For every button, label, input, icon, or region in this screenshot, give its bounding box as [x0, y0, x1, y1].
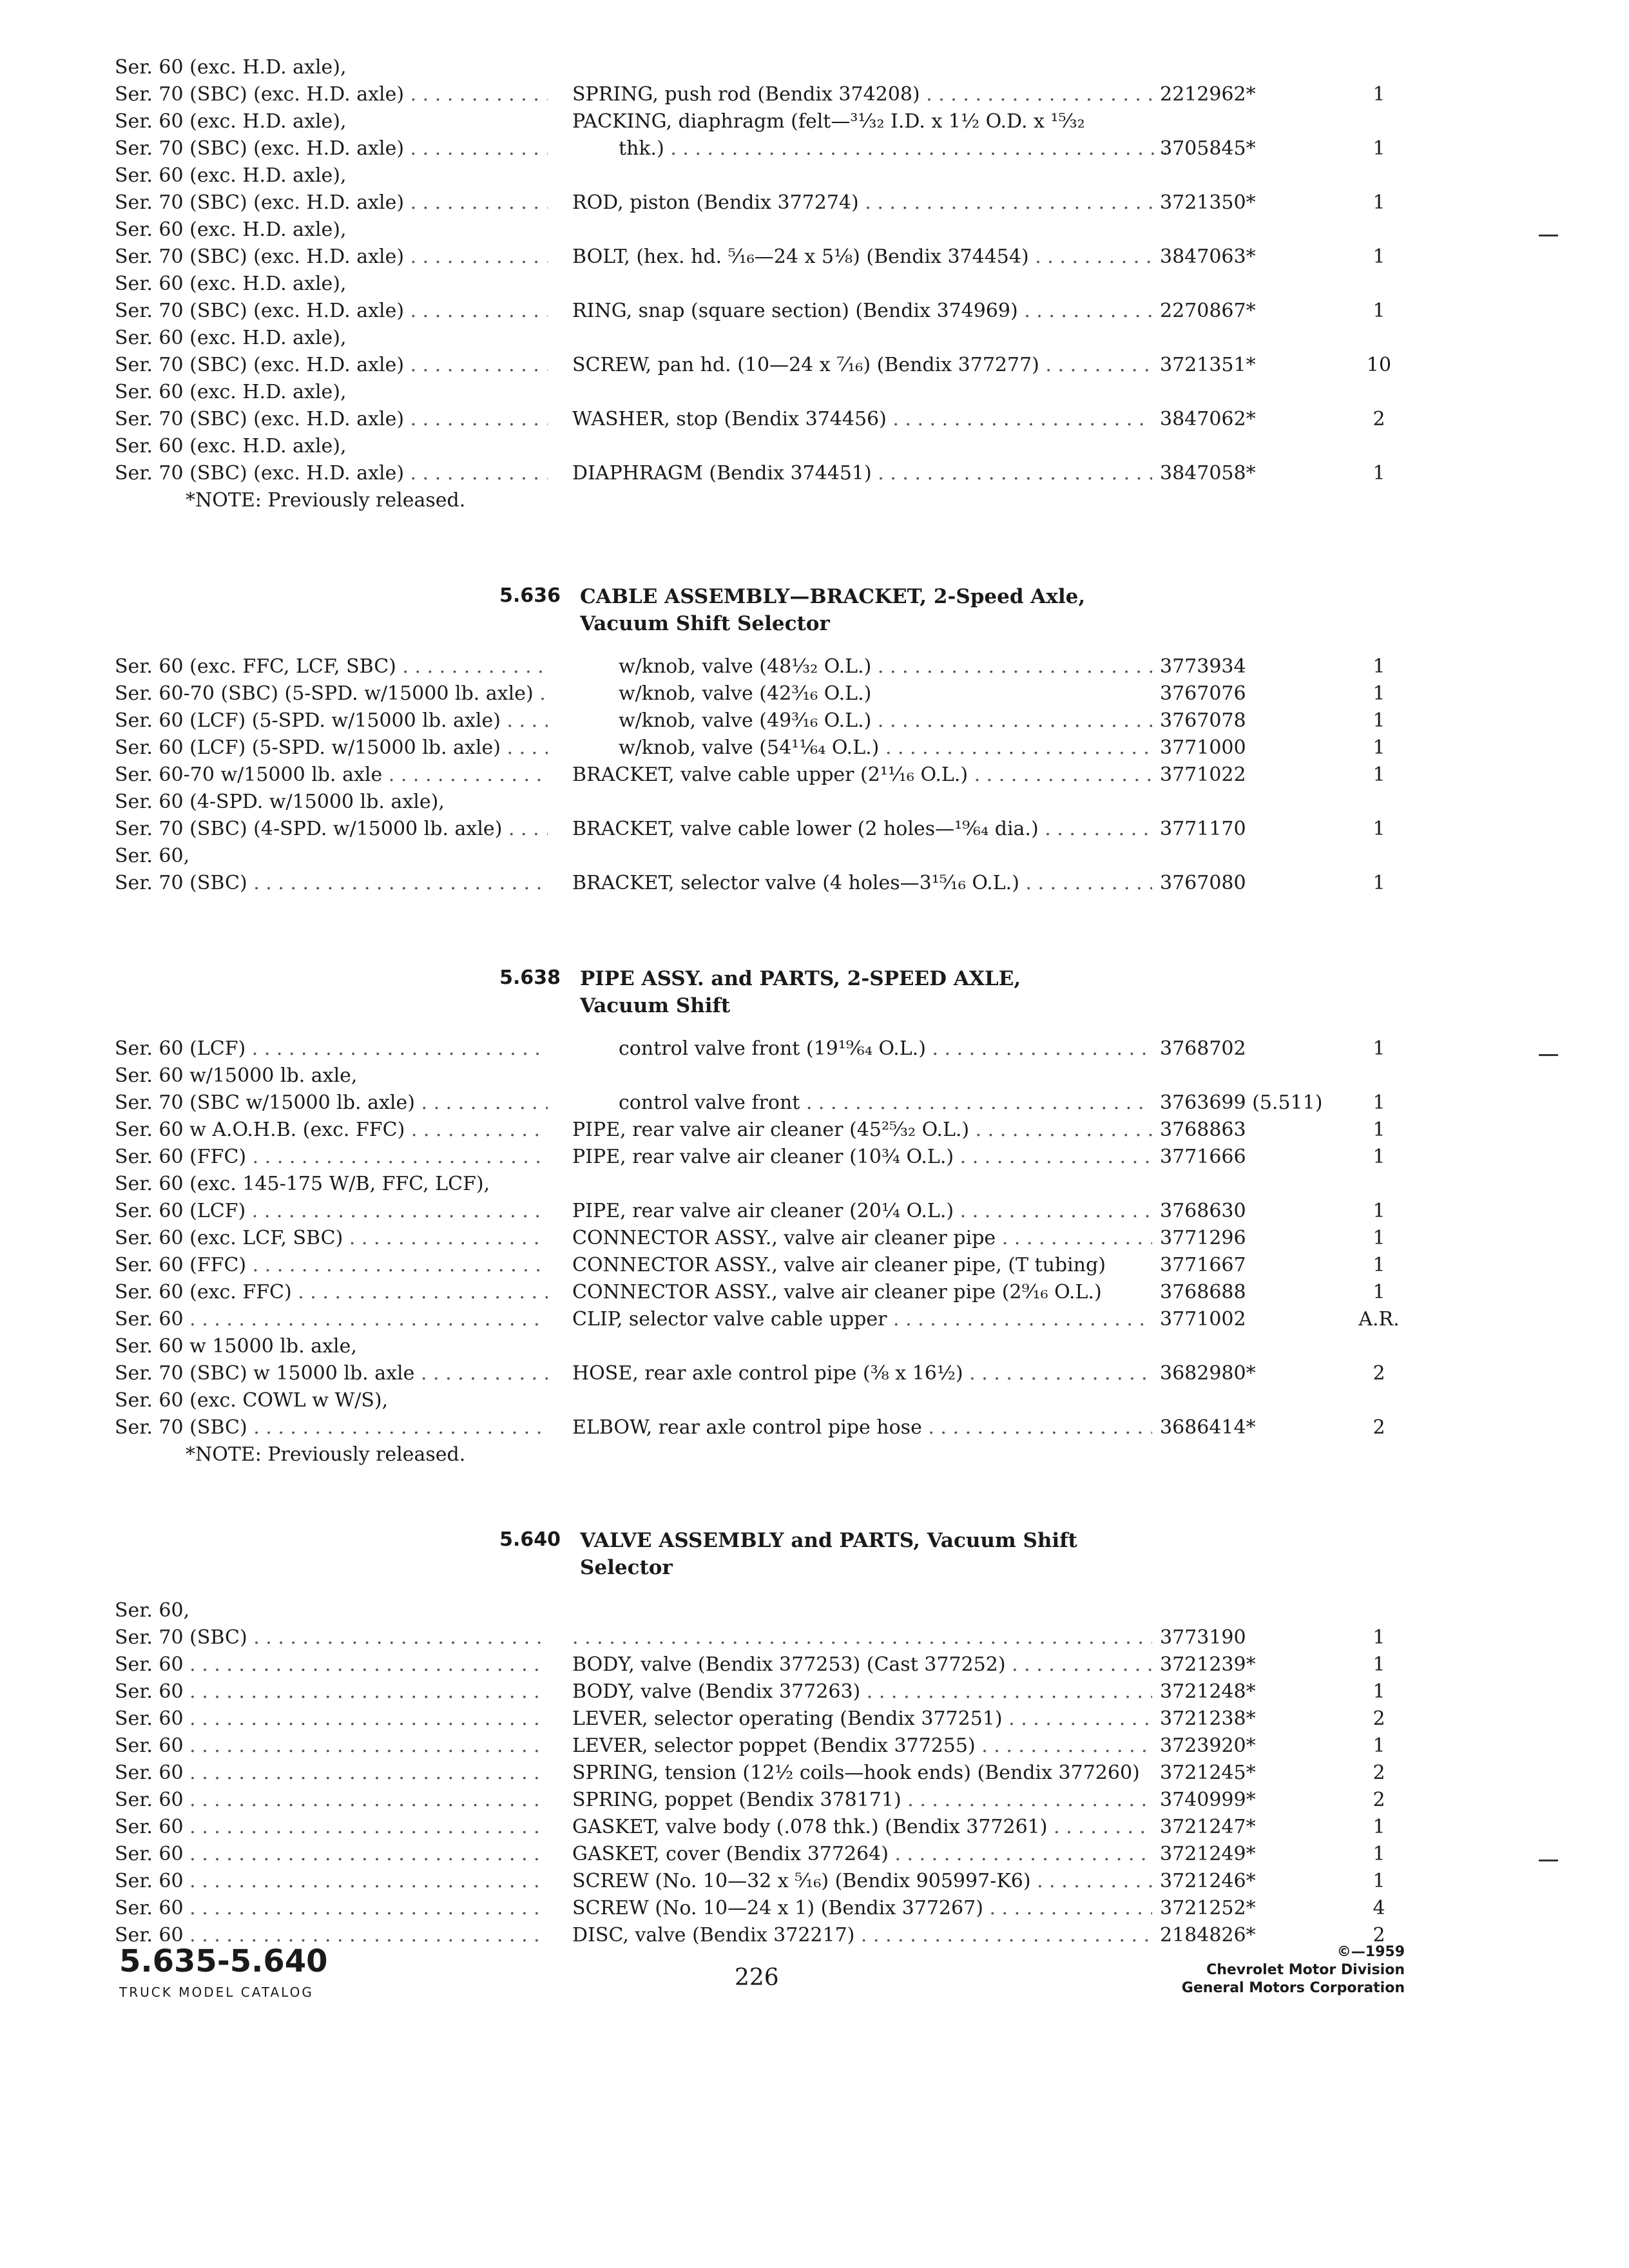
- description-cell: BODY, valve (Bendix 377253) (Cast 377252) . . .: [572, 1652, 1152, 1678]
- footer-section-range: 5.635-5.640: [119, 1943, 328, 1979]
- application-cell: Ser. 60 . . .: [115, 1652, 548, 1678]
- quantity-cell: 1: [1373, 682, 1385, 705]
- parts-row-line: [0, 1841, 1629, 1867]
- parts-row-line: [0, 217, 1629, 243]
- parts-row-line: [0, 1144, 1629, 1170]
- part-number-cell: 3771666: [1160, 1146, 1246, 1168]
- part-number-cell: 3847063*: [1160, 245, 1256, 268]
- application-cell: Ser. 60 (LCF) . . .: [115, 1036, 548, 1062]
- description-cell: WASHER, stop (Bendix 374456) . . .: [572, 407, 1152, 432]
- part-number-cell: 3682980*: [1160, 1362, 1256, 1385]
- parts-row-line: [0, 190, 1629, 216]
- quantity-cell: 1: [1373, 1680, 1385, 1703]
- copyright-division: Chevrolet Motor Division: [1206, 1962, 1405, 1978]
- parts-row-line: [0, 244, 1629, 270]
- application-cell: Ser. 70 (SBC) w 15000 lb. axle . . .: [115, 1361, 548, 1387]
- parts-row-line: [0, 1388, 1629, 1414]
- quantity-cell: 1: [1373, 1735, 1385, 1757]
- footnote: *NOTE: Previously released.: [186, 1443, 466, 1466]
- parts-row-line: [0, 1598, 1629, 1624]
- description-cell: SPRING, push rod (Bendix 374208) . . .: [572, 82, 1152, 108]
- application-cell: Ser. 60 w A.O.H.B. (exc. FFC) . . .: [115, 1117, 548, 1143]
- parts-row-line: [0, 407, 1629, 432]
- parts-row-line: [0, 380, 1629, 405]
- quantity-cell: 1: [1373, 1653, 1385, 1676]
- copyright-corporation: General Motors Corporation: [1181, 1980, 1405, 1996]
- description-cell: w/knob, valve (42³⁄₁₆ O.L.): [619, 682, 872, 705]
- description-cell: RING, snap (square section) (Bendix 374969) . . .: [572, 298, 1152, 324]
- parts-row-line: [0, 1625, 1629, 1651]
- copyright-year: ©—1959: [1336, 1944, 1405, 1960]
- description-cell: BRACKET, selector valve (4 holes—3¹⁵⁄₁₆ O.L.) . . .: [572, 870, 1152, 896]
- application-cell: Ser. 60 w 15000 lb. axle,: [115, 1335, 357, 1358]
- parts-row-line: [0, 789, 1629, 815]
- quantity-cell: 1: [1373, 245, 1385, 268]
- part-number-cell: 2270867*: [1160, 300, 1256, 322]
- parts-row-line: [0, 1334, 1629, 1360]
- application-cell: Ser. 70 (SBC) (exc. H.D. axle) . . .: [115, 136, 548, 162]
- description-cell: SCREW (No. 10—24 x 1) (Bendix 377267) . . .: [572, 1896, 1152, 1921]
- quantity-cell: 2: [1373, 1924, 1385, 1946]
- parts-row-line: [0, 434, 1629, 459]
- part-number-cell: 3721245*: [1160, 1762, 1256, 1784]
- part-number-cell: 3771296: [1160, 1227, 1246, 1249]
- parts-row-line: [0, 708, 1629, 734]
- parts-row-line: [0, 762, 1629, 788]
- application-cell: Ser. 60 (exc. H.D. axle),: [115, 381, 347, 403]
- part-number-cell: 3767080: [1160, 872, 1246, 894]
- parts-row-line: [0, 1225, 1629, 1251]
- parts-row-line: [0, 82, 1629, 108]
- application-cell: Ser. 60 (exc. COWL w W/S),: [115, 1389, 389, 1412]
- application-cell: Ser. 60 (exc. H.D. axle),: [115, 327, 347, 349]
- description-cell: ELBOW, rear axle control pipe hose . . .: [572, 1415, 1152, 1441]
- part-number-cell: 3721350*: [1160, 191, 1256, 214]
- parts-row-line: [0, 870, 1629, 896]
- quantity-cell: 1: [1373, 1119, 1385, 1141]
- section-title: PIPE ASSY. and PARTS, 2-SPEED AXLE,: [580, 967, 1021, 990]
- copyright-block: [1147, 1943, 1405, 1997]
- part-number-cell: 3705845*: [1160, 137, 1256, 160]
- description-cell: BRACKET, valve cable upper (2¹¹⁄₁₆ O.L.) . . .: [572, 762, 1152, 788]
- quantity-cell: 1: [1373, 191, 1385, 214]
- quantity-cell: 2: [1373, 408, 1385, 430]
- parts-row-line: [0, 352, 1629, 378]
- parts-row-line: [0, 654, 1629, 680]
- quantity-cell: 1: [1373, 1227, 1385, 1249]
- part-number-cell: 3721351*: [1160, 354, 1256, 376]
- application-cell: Ser. 70 (SBC) (exc. H.D. axle) . . .: [115, 190, 548, 216]
- application-cell: Ser. 60-70 w/15000 lb. axle . . .: [115, 762, 548, 788]
- application-cell: Ser. 70 (SBC) (exc. H.D. axle) . . .: [115, 298, 548, 324]
- section-number: 5.636: [499, 584, 561, 607]
- quantity-cell: 1: [1373, 764, 1385, 786]
- parts-row-line: [0, 1090, 1629, 1116]
- application-cell: Ser. 60 . . .: [115, 1869, 548, 1894]
- description-cell: w/knob, valve (54¹¹⁄₆₄ O.L.) . . .: [619, 735, 1152, 761]
- parts-row-line: [0, 816, 1629, 842]
- quantity-cell: 1: [1373, 462, 1385, 485]
- description-cell: CONNECTOR ASSY., valve air cleaner pipe . . .: [572, 1225, 1152, 1251]
- parts-row-line: [0, 1896, 1629, 1921]
- application-cell: Ser. 70 (SBC) . . .: [115, 870, 548, 896]
- quantity-cell: 1: [1373, 1254, 1385, 1276]
- application-cell: Ser. 60 . . .: [115, 1896, 548, 1921]
- margin-mark: [1539, 235, 1558, 236]
- parts-row-line: [0, 55, 1629, 81]
- parts-row-line: [0, 298, 1629, 324]
- section-number: 5.640: [499, 1528, 561, 1551]
- part-number-cell: 3721252*: [1160, 1897, 1256, 1919]
- parts-row-line: [0, 461, 1629, 486]
- part-number-cell: 3847062*: [1160, 408, 1256, 430]
- parts-row-line: [0, 1652, 1629, 1678]
- description-cell: control valve front . . .: [619, 1090, 1152, 1116]
- application-cell: Ser. 60 . . .: [115, 1787, 548, 1813]
- quantity-cell: 2: [1373, 1707, 1385, 1730]
- margin-mark: [1539, 1054, 1558, 1056]
- application-cell: Ser. 60,: [115, 845, 190, 867]
- part-number-cell: 3771022: [1160, 764, 1246, 786]
- part-number-cell: 3771170: [1160, 818, 1246, 840]
- parts-row-line: [0, 1415, 1629, 1441]
- application-cell: Ser. 70 (SBC) (exc. H.D. axle) . . .: [115, 244, 548, 270]
- part-number-cell: 3767076: [1160, 682, 1246, 705]
- application-cell: Ser. 60 (4-SPD. w/15000 lb. axle),: [115, 791, 445, 813]
- application-cell: Ser. 60 (LCF) (5-SPD. w/15000 lb. axle) . . .: [115, 708, 548, 734]
- parts-row-line: [0, 1733, 1629, 1759]
- part-number-cell: 2212962*: [1160, 83, 1256, 106]
- parts-row-line: [0, 681, 1629, 707]
- part-number-cell: 3768863: [1160, 1119, 1246, 1141]
- part-number-cell: 3721247*: [1160, 1816, 1256, 1838]
- part-number-cell: 3771002: [1160, 1308, 1246, 1331]
- application-cell: Ser. 60 (exc. FFC) . . .: [115, 1280, 548, 1305]
- quantity-cell: 1: [1373, 1843, 1385, 1865]
- description-cell: BRACKET, valve cable lower (2 holes—¹⁹⁄₆₄ dia.) . . .: [572, 816, 1152, 842]
- quantity-cell: 1: [1373, 1146, 1385, 1168]
- parts-row-line: [0, 271, 1629, 297]
- application-cell: Ser. 60 (exc. H.D. axle),: [115, 218, 347, 241]
- application-cell: Ser. 60,: [115, 1599, 190, 1622]
- parts-row-line: [0, 1307, 1629, 1332]
- part-number-cell: 3721249*: [1160, 1843, 1256, 1865]
- application-cell: Ser. 70 (SBC) (exc. H.D. axle) . . .: [115, 461, 548, 486]
- description-cell: BOLT, (hex. hd. ⁵⁄₁₆—24 x 5⅛) (Bendix 374454) . . .: [572, 244, 1152, 270]
- application-cell: Ser. 60 (LCF) (5-SPD. w/15000 lb. axle) . . .: [115, 735, 548, 761]
- application-cell: Ser. 60 . . .: [115, 1307, 548, 1332]
- footer-catalog-name: TRUCK MODEL CATALOG: [119, 1984, 314, 2000]
- part-number-cell: 3723920*: [1160, 1735, 1256, 1757]
- quantity-cell: 1: [1373, 818, 1385, 840]
- quantity-cell: 1: [1373, 1200, 1385, 1222]
- description-cell: PIPE, rear valve air cleaner (20¼ O.L.) . . .: [572, 1198, 1152, 1224]
- parts-row-line: [0, 1280, 1629, 1305]
- quantity-cell: 10: [1366, 354, 1392, 376]
- parts-row-line: [0, 843, 1629, 869]
- quantity-cell: 1: [1373, 83, 1385, 106]
- quantity-cell: 1: [1373, 1626, 1385, 1649]
- quantity-cell: 1: [1373, 1281, 1385, 1303]
- part-number-cell: 3768630: [1160, 1200, 1246, 1222]
- description-cell: [572, 1625, 1152, 1651]
- parts-row-line: [0, 1706, 1629, 1732]
- application-cell: Ser. 60 . . .: [115, 1923, 548, 1948]
- quantity-cell: 1: [1373, 1870, 1385, 1892]
- description-cell: DISC, valve (Bendix 372217) . . .: [572, 1923, 1152, 1948]
- parts-row-line: [0, 1814, 1629, 1840]
- description-cell: PIPE, rear valve air cleaner (45²⁵⁄₃₂ O.L.) . . .: [572, 1117, 1152, 1143]
- application-cell: Ser. 60 w/15000 lb. axle,: [115, 1064, 358, 1087]
- application-cell: Ser. 60 (FFC) . . .: [115, 1144, 548, 1170]
- description-cell: SPRING, poppet (Bendix 378171) . . .: [572, 1787, 1152, 1813]
- description-cell: SCREW (No. 10—32 x ⁵⁄₁₆) (Bendix 905997-K6) . . .: [572, 1869, 1152, 1894]
- application-cell: Ser. 60 . . .: [115, 1760, 548, 1786]
- description-cell: CONNECTOR ASSY., valve air cleaner pipe, (T tubing): [572, 1254, 1106, 1276]
- application-cell: Ser. 60 (LCF) . . .: [115, 1198, 548, 1224]
- description-cell: w/knob, valve (49³⁄₁₆ O.L.) . . .: [619, 708, 1152, 734]
- description-cell: thk.) . . .: [619, 136, 1199, 162]
- part-number-cell: 3773934: [1160, 655, 1246, 678]
- quantity-cell: 1: [1373, 1091, 1385, 1114]
- parts-row-line: [0, 1198, 1629, 1224]
- description-cell: SPRING, tension (12½ coils—hook ends) (Bendix 377260): [572, 1762, 1140, 1784]
- part-number-cell: 3767078: [1160, 709, 1246, 732]
- description-cell: LEVER, selector operating (Bendix 377251) . . .: [572, 1706, 1152, 1732]
- part-number-cell: 3773190: [1160, 1626, 1246, 1649]
- application-cell: Ser. 70 (SBC) . . .: [115, 1625, 548, 1651]
- application-cell: Ser. 60 . . .: [115, 1706, 548, 1732]
- quantity-cell: 1: [1373, 1037, 1385, 1060]
- description-cell: PIPE, rear valve air cleaner (10¾ O.L.) . . .: [572, 1144, 1152, 1170]
- application-cell: Ser. 70 (SBC) (exc. H.D. axle) . . .: [115, 82, 548, 108]
- quantity-cell: 1: [1373, 655, 1385, 678]
- parts-row-line: [0, 1253, 1629, 1278]
- parts-row-line: [0, 1171, 1629, 1197]
- section-title: Vacuum Shift Selector: [580, 612, 830, 635]
- description-cell: w/knob, valve (48⅓₂ O.L.) . . .: [619, 654, 1152, 680]
- quantity-cell: 1: [1373, 137, 1385, 160]
- application-cell: Ser. 70 (SBC) (exc. H.D. axle) . . .: [115, 407, 548, 432]
- section-number: 5.638: [499, 966, 561, 989]
- parts-row-line: [0, 109, 1629, 135]
- parts-row-line: [0, 325, 1629, 351]
- application-cell: Ser. 60 (exc. 145-175 W/B, FFC, LCF),: [115, 1173, 490, 1195]
- part-number-cell: 2184826*: [1160, 1924, 1256, 1946]
- parts-row-line: [0, 1117, 1629, 1143]
- description-cell: ROD, piston (Bendix 377274) . . .: [572, 190, 1152, 216]
- quantity-cell: 1: [1373, 736, 1385, 759]
- description-cell: PACKING, diaphragm (felt—³¹⁄₃₂ I.D. x 1½ O.D. x ¹⁵⁄₃₂: [572, 110, 1085, 133]
- description-cell: GASKET, valve body (.078 thk.) (Bendix 377261) . . .: [572, 1814, 1152, 1840]
- parts-row-line: [0, 1760, 1629, 1786]
- part-number-cell: 3768702: [1160, 1037, 1246, 1060]
- application-cell: Ser. 70 (SBC) (exc. H.D. axle) . . .: [115, 352, 548, 378]
- application-cell: Ser. 60 . . .: [115, 1814, 548, 1840]
- description-cell: DIAPHRAGM (Bendix 374451) . . .: [572, 461, 1152, 486]
- quantity-cell: 2: [1373, 1789, 1385, 1811]
- quantity-cell: 2: [1373, 1416, 1385, 1439]
- part-number-cell: 3771000: [1160, 736, 1246, 759]
- application-cell: Ser. 60 . . .: [115, 1841, 548, 1867]
- part-number-cell: 3721248*: [1160, 1680, 1256, 1703]
- application-cell: Ser. 60 (exc. FFC, LCF, SBC) . . .: [115, 654, 548, 680]
- quantity-cell: 1: [1373, 300, 1385, 322]
- application-cell: Ser. 70 (SBC w/15000 lb. axle) . . .: [115, 1090, 548, 1116]
- section-title: Vacuum Shift: [580, 994, 731, 1017]
- application-cell: Ser. 70 (SBC) . . .: [115, 1415, 548, 1441]
- application-cell: Ser. 60 . . .: [115, 1733, 548, 1759]
- quantity-cell: 4: [1373, 1897, 1385, 1919]
- application-cell: Ser. 60 . . .: [115, 1679, 548, 1705]
- part-number-cell: 3847058*: [1160, 462, 1256, 485]
- footnote: *NOTE: Previously released.: [186, 489, 466, 512]
- section-title: Selector: [580, 1556, 673, 1579]
- parts-row-line: [0, 1036, 1629, 1062]
- description-cell: CLIP, selector valve cable upper . . .: [572, 1307, 1152, 1332]
- section-title: CABLE ASSEMBLY—BRACKET, 2-Speed Axle,: [580, 585, 1086, 608]
- application-cell: Ser. 60 (exc. H.D. axle),: [115, 56, 347, 79]
- application-cell: Ser. 70 (SBC) (4-SPD. w/15000 lb. axle) . . .: [115, 816, 548, 842]
- description-cell: LEVER, selector poppet (Bendix 377255) . . .: [572, 1733, 1152, 1759]
- application-cell: Ser. 60 (exc. H.D. axle),: [115, 435, 347, 457]
- application-cell: Ser. 60-70 (SBC) (5-SPD. w/15000 lb. axle) . . .: [115, 681, 548, 707]
- quantity-cell: 1: [1373, 709, 1385, 732]
- description-cell: control valve front (19¹⁹⁄₆₄ O.L.) . . .: [619, 1036, 1152, 1062]
- page-number: 226: [735, 1965, 779, 1991]
- description-cell: HOSE, rear axle control pipe (⅜ x 16½) . . .: [572, 1361, 1152, 1387]
- parts-row-line: [0, 1361, 1629, 1387]
- application-cell: Ser. 60 (exc. H.D. axle),: [115, 273, 347, 295]
- application-cell: Ser. 60 (exc. H.D. axle),: [115, 164, 347, 187]
- quantity-cell: 2: [1373, 1362, 1385, 1385]
- description-cell: BODY, valve (Bendix 377263) . . .: [572, 1679, 1152, 1705]
- part-number-cell: 3740999*: [1160, 1789, 1256, 1811]
- description-cell: SCREW, pan hd. (10—24 x ⁷⁄₁₆) (Bendix 377277) . . .: [572, 352, 1152, 378]
- part-number-cell: 3721238*: [1160, 1707, 1256, 1730]
- part-number-cell: 3771667: [1160, 1254, 1246, 1276]
- parts-row-line: [0, 163, 1629, 189]
- parts-row-line: [0, 1063, 1629, 1089]
- quantity-cell: 1: [1373, 872, 1385, 894]
- parts-row-line: [0, 136, 1629, 162]
- part-number-cell: 3768688: [1160, 1281, 1246, 1303]
- part-number-cell: 3686414*: [1160, 1416, 1256, 1439]
- margin-mark: [1539, 1860, 1558, 1861]
- part-number-cell: 3721239*: [1160, 1653, 1256, 1676]
- quantity-cell: 2: [1373, 1762, 1385, 1784]
- quantity-cell: 1: [1373, 1816, 1385, 1838]
- parts-row-line: [0, 1679, 1629, 1705]
- quantity-cell: A.R.: [1358, 1308, 1400, 1331]
- parts-row-line: [0, 1787, 1629, 1813]
- description-cell: GASKET, cover (Bendix 377264) . . .: [572, 1841, 1152, 1867]
- application-cell: Ser. 60 (exc. LCF, SBC) . . .: [115, 1225, 548, 1251]
- part-number-cell: 3721246*: [1160, 1870, 1256, 1892]
- part-number-cell: 3763699 (5.511): [1160, 1091, 1323, 1114]
- application-cell: Ser. 60 (exc. H.D. axle),: [115, 110, 347, 133]
- parts-row-line: [0, 1869, 1629, 1894]
- parts-row-line: [0, 735, 1629, 761]
- application-cell: Ser. 60 (FFC) . . .: [115, 1253, 548, 1278]
- description-cell: CONNECTOR ASSY., valve air cleaner pipe (2⁹⁄₁₆ O.L.): [572, 1281, 1102, 1303]
- section-title: VALVE ASSEMBLY and PARTS, Vacuum Shift: [580, 1529, 1077, 1552]
